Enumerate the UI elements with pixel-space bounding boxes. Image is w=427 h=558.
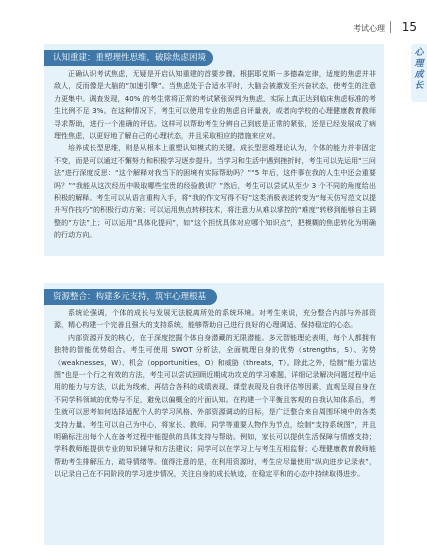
- section-heading: 认知重建：重塑理性思维，破除焦虑困境: [44, 50, 213, 66]
- page-number: 15: [401, 20, 417, 34]
- header-divider: [390, 21, 391, 33]
- section-resource-integration: [44, 283, 384, 545]
- section-body: [54, 68, 376, 242]
- paragraph: 正确认识考试焦虑，无疑是开启认知重建的首要步骤。根据耶克斯－多德森定律，适度的焦虑并非敌人，反而像是大脑的“加速引擎”。当焦虑处于合适水平时，大脑会被激发至兴奋状态，使考生的注意力更集中。调查发现，40% 的考生常将正常的考试紧张误判为焦虑，实际上真正达到临床焦虑标准的考生比例不足 3%。在这种情况下，考生可以使用专业的焦虑自评量表，或者向学校的心理健康教育教师寻求帮助，进行一个准确的评估。这样可以帮助考生分辨自己到底是正常的紧张，还是已经发展成了病理性焦虑，以更好地了解自己的心理状态，并且采取相应的措施来应对。: [54, 70, 376, 141]
- section-heading: 资源整合：构建多元支持，筑牢心理根基: [44, 289, 217, 305]
- paragraph: 内部资源开发的核心，在于深度挖掘个体自身潜藏的无限潜能。多元智能理论表明，每个人都拥有独特的智能优势组合。考生可使用 SWOT 分析法，全面梳理自身的优势（strengths，S）、劣势（weaknesses，W）、机会（opportunities，O）和威胁（threats，T）。除此之外，绘制“能力雷达图”也是一个行之有效的方法，考生可以尝试回顾近期成功攻克的学习难题，详细记录解决问题过程中运用的能力与方法，以此为线索，再结合各科的成绩表现、课堂表现及自我评估等因素，直观呈现自身在不同学科领域的优势与不足，避免以偏概全的片面认知。在构建一个平衡且客观的自我认知体系后，考生就可以思考如何选择适配个人的学习风格、外部资源调动的目标，是广泛整合来自周围环境中的各类支持力量。考生可以自己为中心，将家长、教师、同学等重要人物作为节点，绘制“支持系统图”，并且明确标注出每个人在备考过程中能提供的具体支持与帮助。例如，家长可以提供生活保障与情感支持；学科教师能提供专业的知识辅导和方法建议；同学可以在学习上与考生互相监督；心理健康教育教师能帮助考生排解压力，疏导情绪等。值得注意的是，在利用资源时，考生应尽量使用“纵向进步记录表”，以记录自己在不同阶段的学习进步情况，关注自身的成长轨迹，在稳定平和的心态中持续取得进步。: [54, 333, 376, 479]
- running-header-title: 考试心理: [353, 24, 385, 33]
- paragraph: 系统论强调，个体的成长与发展无法脱离所处的系统环境。对考生来说，充分整合内部与外部资源，精心构建一个完善且强大的支持系统，能够帮助自己进行良好的心理调适、保持稳定的心态。: [54, 309, 376, 330]
- section-body: [54, 307, 376, 481]
- side-tab-label: 心理成长: [414, 48, 424, 91]
- paragraph: 培养成长型思维，则是从根本上重塑认知模式的关键。成长型思维理论认为，个体的能力并非固定不变，而是可以通过不懈努力和积极学习逐步提升。当学习和生活中遇到挫折时，考生可以先运用“三问法”进行深度反思：“这个解释对我当下的困境有实际帮助吗？”“5 年后，这件事在我的人生中还会重要吗？”“我能从这次经历中吸取哪些宝贵的经验教训？”然后，考生可以尝试从至少 3 个不同的角度给出积极的解释。考生可以从语言重构入手，将“我的作文写得不好”这类消极表述转变为“每天仿写范文以提升写作技巧”的积极行动方案；可以运用焦点转移技术，将注意力从难以掌控的“难度”转移到能够自主调整的“方法”上；可以运用“具体化提问”，如“这个担忧具体对应哪个知识点”，把模糊的焦虑转化为明确的行动方向。: [54, 144, 376, 240]
- section-cognitive-reconstruction: [44, 44, 384, 256]
